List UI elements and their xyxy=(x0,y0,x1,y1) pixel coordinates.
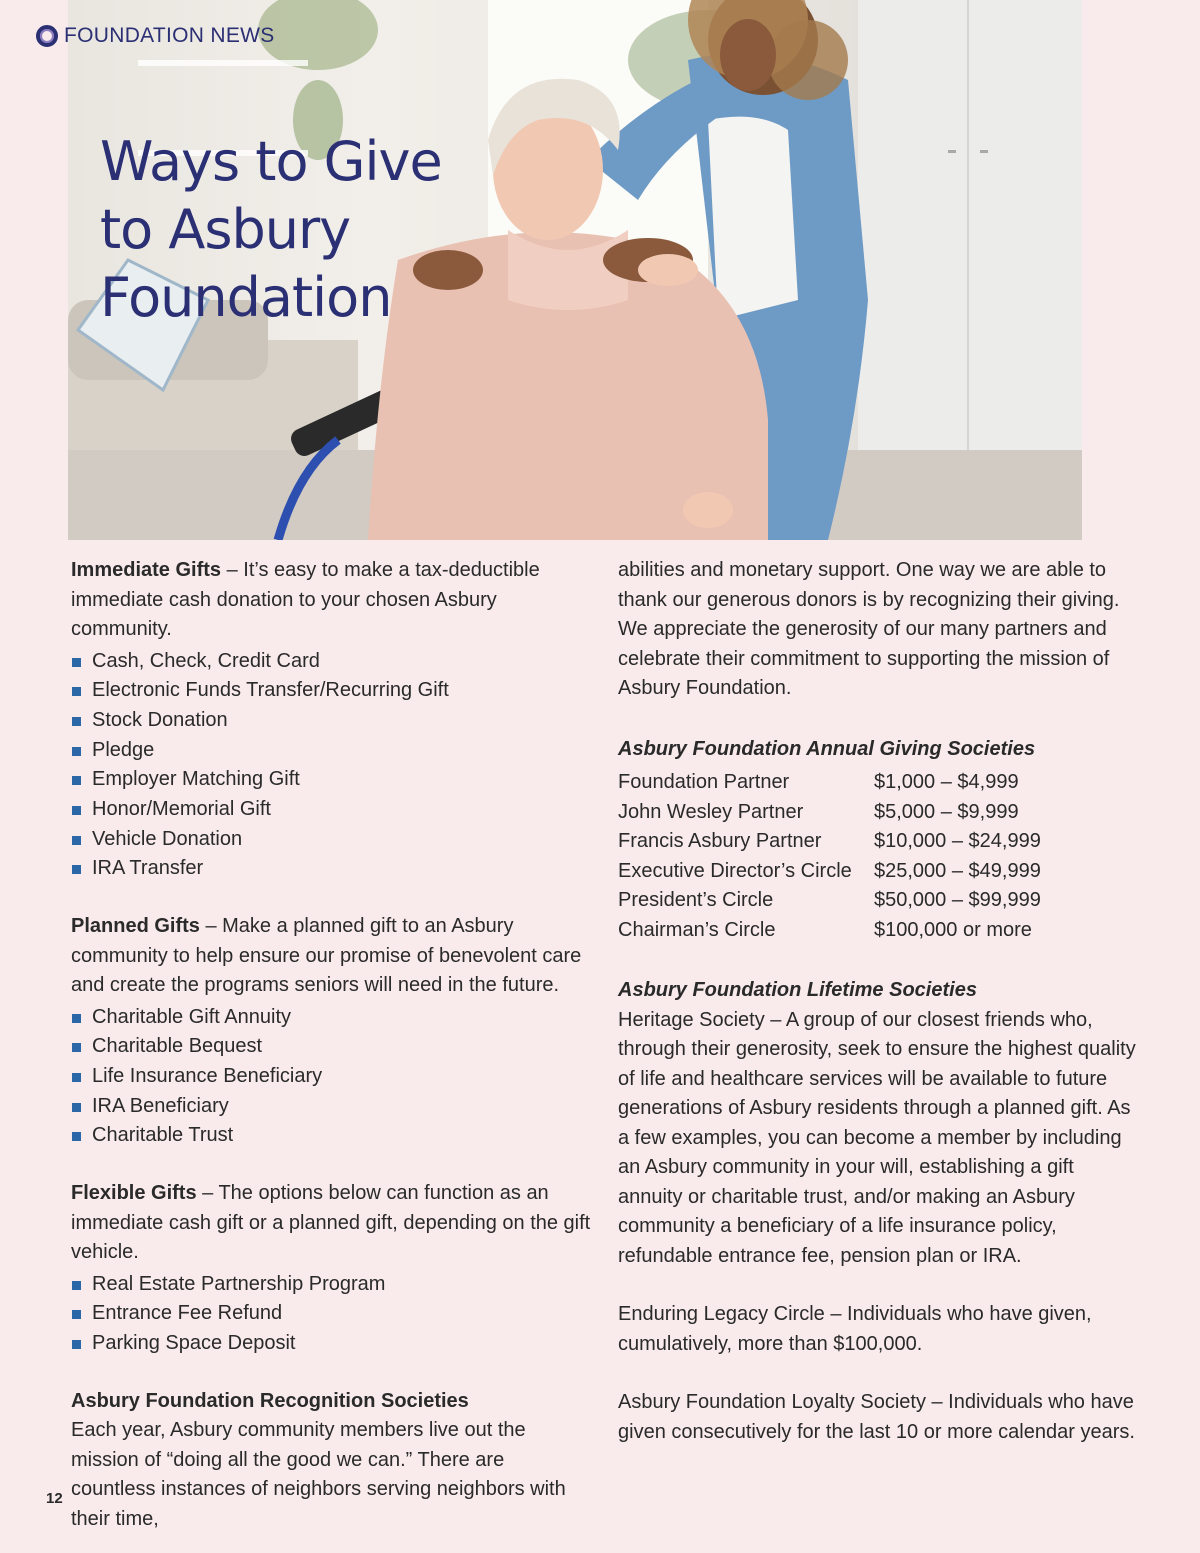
recognition-heading: Asbury Foundation Recognition Societies xyxy=(71,1389,469,1412)
immediate-gifts-text: – It’s easy to make a tax-deductible immediate cash donation to your chosen Asbury community. xyxy=(71,559,540,640)
flexible-gifts-section xyxy=(71,1179,591,1359)
enduring-legacy-text: Enduring Legacy Circle – Individuals who have given, cumulatively, more than $100,000. xyxy=(618,1303,1092,1355)
list-item: Vehicle Donation xyxy=(71,825,591,855)
list-item: Cash, Check, Credit Card xyxy=(71,647,591,677)
square-bullet-icon xyxy=(72,1281,81,1290)
table-row: President’s Circle $50,000 – $99,999 xyxy=(618,889,1041,911)
list-item: IRA Beneficiary xyxy=(71,1092,591,1122)
lifetime-societies-section xyxy=(618,976,1138,1447)
square-bullet-icon xyxy=(72,1043,81,1052)
square-bullet-icon xyxy=(72,836,81,845)
square-bullet-icon xyxy=(72,747,81,756)
table-row: Francis Asbury Partner $10,000 – $24,999 xyxy=(618,830,1041,852)
square-bullet-icon xyxy=(72,1014,81,1023)
flexible-gifts-list xyxy=(71,1270,591,1359)
planned-gifts-section xyxy=(71,912,591,1151)
ring-logo-icon xyxy=(36,25,58,47)
square-bullet-icon xyxy=(72,1310,81,1319)
table-row: Foundation Partner $1,000 – $4,999 xyxy=(618,771,1019,793)
list-item: IRA Transfer xyxy=(71,854,591,884)
list-item: Real Estate Partnership Program xyxy=(71,1270,591,1300)
immediate-gifts-intro xyxy=(71,556,591,645)
annual-giving-table xyxy=(618,768,1138,945)
planned-gifts-lead: Planned Gifts xyxy=(71,915,200,938)
annual-giving-section xyxy=(618,735,1138,946)
recognition-section xyxy=(71,1387,591,1535)
recognition-text-part2: abilities and monetary support. One way we are able to thank our generous donors is by recognizing their giving. We appreciate the generosity of our many partners and celebrate their commitment to supporting the mission of Asbury Foundation. xyxy=(618,559,1120,699)
lifetime-heading: Asbury Foundation Lifetime Societies xyxy=(618,979,977,1001)
heritage-society-text: Heritage Society – A group of our closest friends who, through their generosity, seek to ensure the highest quality of life and healthcare services will be available to future generations of Asbury residents through a planned gift. As a few examples, you can become a member by including an Asbury community in your will, establishing a gift annuity or charitable trust, and/or making an Asbury community a beneficiary of a life insurance policy, refundable entrance fee, pension plan or IRA. xyxy=(618,1008,1136,1267)
left-column xyxy=(71,556,591,1534)
planned-gifts-list xyxy=(71,1003,591,1152)
publication-header xyxy=(36,24,275,48)
list-item: Stock Donation xyxy=(71,706,591,736)
square-bullet-icon xyxy=(72,776,81,785)
list-item: Life Insurance Beneficiary xyxy=(71,1062,591,1092)
table-row: Chairman’s Circle $100,000 or more xyxy=(618,918,1032,941)
flexible-gifts-text: – The options below can function as an immediate cash gift or a planned gift, depending on the gift vehicle. xyxy=(71,1182,591,1264)
table-row: John Wesley Partner $5,000 – $9,999 xyxy=(618,800,1019,823)
page-title: Ways to Give to Asbury Foundation xyxy=(100,130,442,329)
list-item: Charitable Gift Annuity xyxy=(71,1003,591,1033)
square-bullet-icon xyxy=(72,1073,81,1082)
list-item: Electronic Funds Transfer/Recurring Gift xyxy=(71,676,591,706)
table-row: Executive Director’s Circle $25,000 – $49,999 xyxy=(618,859,1041,882)
square-bullet-icon xyxy=(72,806,81,815)
section-label: FOUNDATION NEWS xyxy=(64,24,275,47)
flexible-gifts-lead: Flexible Gifts xyxy=(71,1182,197,1205)
immediate-gifts-section xyxy=(71,556,591,884)
square-bullet-icon xyxy=(72,1103,81,1112)
planned-gifts-text: – Make a planned gift to an Asbury community to help ensure our promise of benevolent care and create the programs seniors will need in the future. xyxy=(71,915,582,997)
list-item: Pledge xyxy=(71,736,591,766)
flexible-gifts-intro xyxy=(71,1179,591,1268)
loyalty-society-text: Asbury Foundation Loyalty Society – Individuals who have given consecutively for the last 10 or more calendar years. xyxy=(618,1391,1135,1443)
page-number: 12 xyxy=(46,1490,63,1507)
immediate-gifts-list xyxy=(71,647,591,885)
planned-gifts-intro xyxy=(71,912,591,1001)
annual-giving-heading: Asbury Foundation Annual Giving Societies xyxy=(618,737,1036,760)
square-bullet-icon xyxy=(72,717,81,726)
square-bullet-icon xyxy=(72,1132,81,1141)
list-item: Entrance Fee Refund xyxy=(71,1299,591,1329)
list-item: Employer Matching Gift xyxy=(71,765,591,795)
list-item: Honor/Memorial Gift xyxy=(71,795,591,825)
list-item: Charitable Bequest xyxy=(71,1032,591,1062)
list-item: Charitable Trust xyxy=(71,1121,591,1151)
square-bullet-icon xyxy=(72,1340,81,1349)
square-bullet-icon xyxy=(72,865,81,874)
recognition-text-part1: Each year, Asbury community members live out the mission of “doing all the good we can.” There are countless instances of neighbors serving neighbors with their time, xyxy=(71,1419,566,1530)
immediate-gifts-lead: Immediate Gifts xyxy=(71,559,222,581)
right-column xyxy=(618,556,1138,1447)
list-item: Parking Space Deposit xyxy=(71,1329,591,1359)
square-bullet-icon xyxy=(72,687,81,696)
square-bullet-icon xyxy=(72,658,81,667)
